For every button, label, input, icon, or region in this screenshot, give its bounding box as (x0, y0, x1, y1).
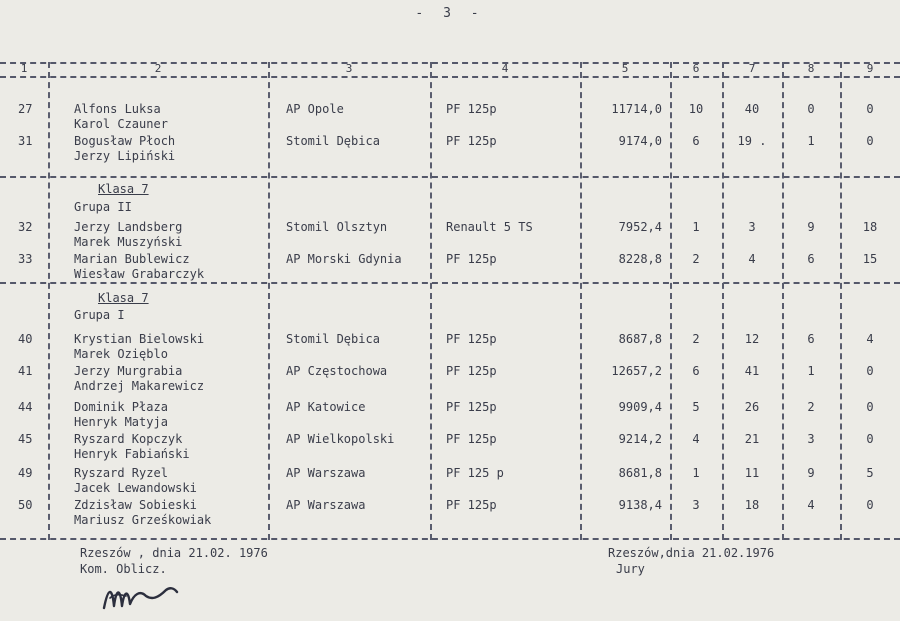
column-header: 3 (345, 62, 353, 75)
col8-value: 6 (807, 252, 815, 266)
col6-value: 3 (692, 498, 700, 512)
start-number: 27 (18, 102, 33, 116)
car-model: PF 125p (446, 102, 497, 116)
result-value: 8687,8 (618, 332, 662, 346)
column-header: 5 (621, 62, 629, 75)
column-divider (48, 62, 50, 540)
col7-value: 21 (744, 432, 760, 446)
column-header: 8 (807, 62, 815, 75)
col9-value: 0 (866, 102, 874, 116)
col9-value: 5 (866, 466, 874, 480)
car-model: PF 125p (446, 134, 497, 148)
col7-value: 19 . (737, 134, 767, 148)
driver-name: Jerzy Landsberg (74, 220, 183, 234)
col7-value: 40 (744, 102, 760, 116)
col8-value: 3 (807, 432, 815, 446)
col7-value: 12 (744, 332, 760, 346)
col8-value: 2 (807, 400, 815, 414)
group-separator (0, 282, 900, 284)
col7-value: 18 (744, 498, 760, 512)
class-label: Klasa 7 (98, 182, 149, 196)
column-divider (268, 62, 270, 540)
driver-name: Marian Bublewicz (74, 252, 190, 266)
result-value: 8228,8 (618, 252, 662, 266)
codriver-name: Andrzej Makarewicz (74, 379, 205, 393)
car-model: PF 125p (446, 432, 497, 446)
club-name: Stomil Dębica (286, 134, 380, 148)
codriver-name: Marek Ozięblo (74, 347, 168, 361)
table-bottom-rule (0, 538, 900, 540)
driver-name: Ryszard Ryzel (74, 466, 168, 480)
col7-value: 41 (744, 364, 760, 378)
car-model: Renault 5 TS (446, 220, 533, 234)
column-header: 6 (692, 62, 700, 75)
result-value: 11714,0 (611, 102, 662, 116)
col9-value: 0 (866, 498, 874, 512)
car-model: PF 125 p (446, 466, 504, 480)
car-model: PF 125p (446, 400, 497, 414)
driver-name: Jerzy Murgrabia (74, 364, 183, 378)
handwritten-signature (100, 580, 180, 614)
start-number: 31 (18, 134, 33, 148)
column-header: 7 (748, 62, 756, 75)
club-name: Stomil Olsztyn (286, 220, 388, 234)
col8-value: 0 (807, 102, 815, 116)
class-label: Klasa 7 (98, 291, 149, 305)
col9-value: 0 (866, 134, 874, 148)
club-name: Stomil Dębica (286, 332, 380, 346)
car-model: PF 125p (446, 332, 497, 346)
driver-name: Ryszard Kopczyk (74, 432, 183, 446)
codriver-name: Henryk Matyja (74, 415, 168, 429)
col9-value: 18 (862, 220, 878, 234)
codriver-name: Karol Czauner (74, 117, 168, 131)
col6-value: 1 (692, 220, 700, 234)
group-label: Grupa II (74, 200, 132, 214)
start-number: 32 (18, 220, 33, 234)
col8-value: 1 (807, 364, 815, 378)
col6-value: 6 (692, 364, 700, 378)
car-model: PF 125p (446, 364, 497, 378)
col6-value: 10 (688, 102, 704, 116)
page-number: - 3 - (415, 6, 485, 21)
driver-name: Dominik Płaza (74, 400, 168, 414)
car-model: PF 125p (446, 252, 497, 266)
col8-value: 6 (807, 332, 815, 346)
col6-value: 2 (692, 332, 700, 346)
header-rule (0, 76, 900, 78)
club-name: AP Wielkopolski (286, 432, 395, 446)
codriver-name: Mariusz Grześkowiak (74, 513, 212, 527)
car-model: PF 125p (446, 498, 497, 512)
col8-value: 9 (807, 466, 815, 480)
col6-value: 2 (692, 252, 700, 266)
driver-name: Krystian Bielowski (74, 332, 205, 346)
codriver-name: Jacek Lewandowski (74, 481, 197, 495)
start-number: 49 (18, 466, 33, 480)
right-place-date: Rzeszów,dnia 21.02.1976 (608, 546, 775, 560)
col9-value: 15 (862, 252, 878, 266)
driver-name: Zdzisław Sobieski (74, 498, 197, 512)
club-name: AP Katowice (286, 400, 366, 414)
col8-value: 9 (807, 220, 815, 234)
club-name: AP Częstochowa (286, 364, 388, 378)
col6-value: 4 (692, 432, 700, 446)
col7-value: 3 (748, 220, 756, 234)
left-signatory: Kom. Oblicz. (80, 562, 167, 576)
column-header: 9 (866, 62, 874, 75)
col7-value: 26 (744, 400, 760, 414)
start-number: 44 (18, 400, 33, 414)
group-separator (0, 176, 900, 178)
col9-value: 0 (866, 400, 874, 414)
codriver-name: Marek Muszyński (74, 235, 183, 249)
column-header: 1 (20, 62, 28, 75)
club-name: AP Warszawa (286, 466, 366, 480)
col6-value: 5 (692, 400, 700, 414)
col7-value: 11 (744, 466, 760, 480)
column-header: 4 (501, 62, 509, 75)
right-signatory: Jury (616, 562, 645, 576)
codriver-name: Jerzy Lipiński (74, 149, 176, 163)
result-value: 12657,2 (611, 364, 662, 378)
driver-name: Alfons Luksa (74, 102, 161, 116)
column-header: 2 (154, 62, 162, 75)
col9-value: 0 (866, 364, 874, 378)
result-value: 9909,4 (618, 400, 662, 414)
result-value: 9214,2 (618, 432, 662, 446)
codriver-name: Henryk Fabiański (74, 447, 190, 461)
driver-name: Bogusław Płoch (74, 134, 176, 148)
start-number: 33 (18, 252, 33, 266)
codriver-name: Wiesław Grabarczyk (74, 267, 205, 281)
result-value: 9138,4 (618, 498, 662, 512)
start-number: 45 (18, 432, 33, 446)
start-number: 40 (18, 332, 33, 346)
col6-value: 1 (692, 466, 700, 480)
result-value: 7952,4 (618, 220, 662, 234)
result-value: 9174,0 (618, 134, 662, 148)
col8-value: 4 (807, 498, 815, 512)
col7-value: 4 (748, 252, 756, 266)
result-value: 8681,8 (618, 466, 662, 480)
club-name: AP Warszawa (286, 498, 366, 512)
group-label: Grupa I (74, 308, 125, 322)
col9-value: 4 (866, 332, 874, 346)
club-name: AP Morski Gdynia (286, 252, 402, 266)
col8-value: 1 (807, 134, 815, 148)
column-divider (430, 62, 432, 540)
results-table (0, 62, 900, 542)
start-number: 50 (18, 498, 33, 512)
col9-value: 0 (866, 432, 874, 446)
left-place-date: Rzeszów , dnia 21.02. 1976 (80, 546, 268, 560)
club-name: AP Opole (286, 102, 344, 116)
start-number: 41 (18, 364, 33, 378)
col6-value: 6 (692, 134, 700, 148)
